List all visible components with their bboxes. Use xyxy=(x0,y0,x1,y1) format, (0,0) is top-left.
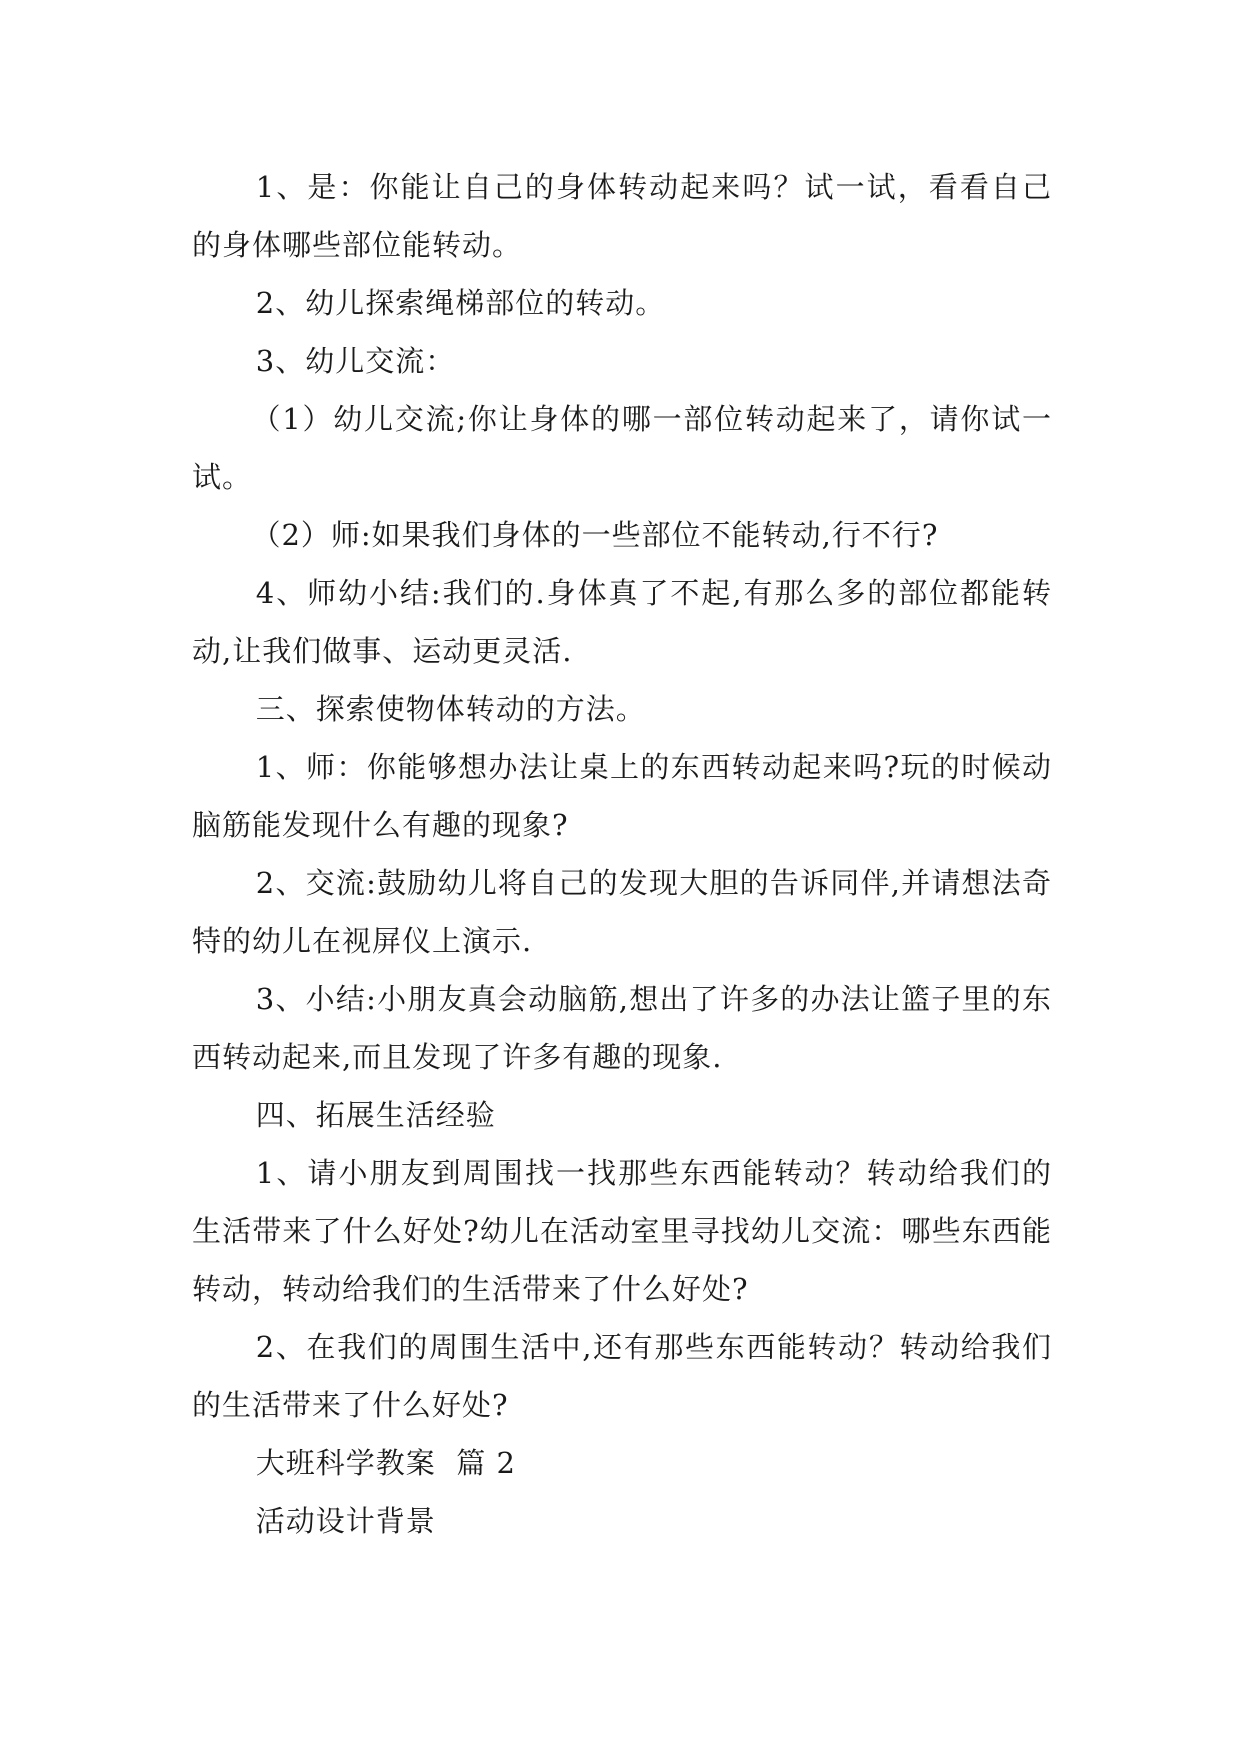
paragraph: 4、师幼小结:我们的.身体真了不起,有那么多的部位都能转动,让我们做事、运动更灵活. xyxy=(192,576,1052,668)
paragraph: 2、幼儿探索绳梯部位的转动。 xyxy=(255,286,666,320)
paragraph: 2、在我们的周围生活中,还有那些东西能转动？转动给我们的生活带来了什么好处? xyxy=(192,1330,1052,1422)
section-heading: 三、探索使物体转动的方法。 xyxy=(255,692,646,726)
lesson-title: 大班科学教案 篇 2 xyxy=(255,1446,516,1480)
paragraph: 3、幼儿交流： xyxy=(255,344,456,378)
paragraph: （1）幼儿交流;你让身体的哪一部位转动起来了，请你试一试。 xyxy=(192,402,1052,494)
section-heading: 四、拓展生活经验 xyxy=(255,1098,496,1132)
paragraph: 1、请小朋友到周围找一找那些东西能转动？转动给我们的生活带来了什么好处?幼儿在活动室里寻找幼儿交流：哪些东西能转动，转动给我们的生活带来了什么好处? xyxy=(192,1156,1052,1306)
document-body xyxy=(192,158,1052,1550)
paragraph: 3、小结:小朋友真会动脑筋,想出了许多的办法让篮子里的东西转动起来,而且发现了许多有趣的现象. xyxy=(192,982,1052,1074)
paragraph: 1、师：你能够想办法让桌上的东西转动起来吗?玩的时候动脑筋能发现什么有趣的现象? xyxy=(192,750,1052,842)
section-heading: 活动设计背景 xyxy=(255,1504,436,1538)
paragraph: （2）师:如果我们身体的一些部位不能转动,行不行? xyxy=(251,518,939,552)
paragraph: 2、交流:鼓励幼儿将自己的发现大胆的告诉同伴,并请想法奇特的幼儿在视屏仪上演示. xyxy=(192,866,1052,958)
paragraph: 1、是：你能让自己的身体转动起来吗？试一试，看看自己的身体哪些部位能转动。 xyxy=(192,170,1052,262)
